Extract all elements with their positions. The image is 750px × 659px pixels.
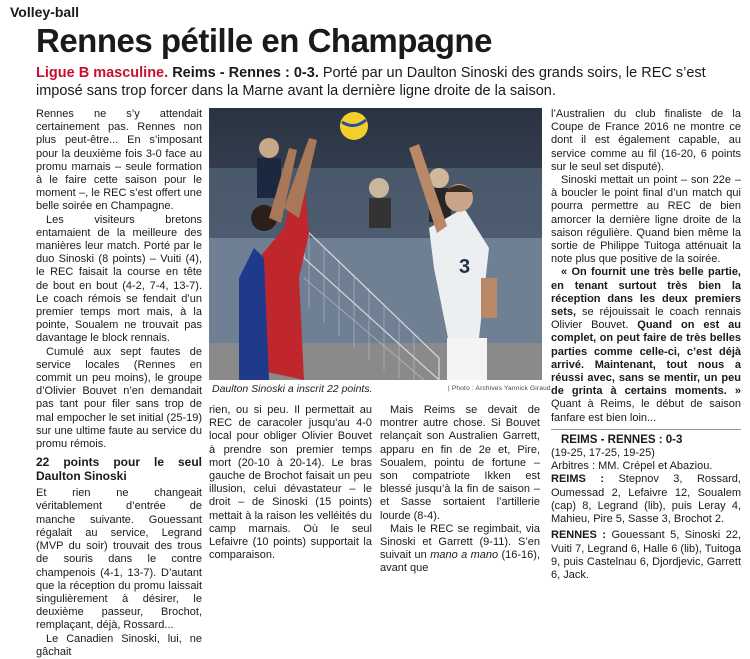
paragraph: Rennes ne s’y attendait certainement pas. Rennes non plus peut-être... En s’imposant pour la deuxième fois 3-0 face au promu marnais – seule formation à le faire cette saison pour le moment –, le REC s’est offert une belle soirée en Champagne. bbox=[36, 108, 202, 213]
paragraph: Les visiteurs bretons entamaient de la meilleure des manières leur match. Porté par le duo Sinoski (8 points) – Vuiti (4), le REC faisait la course en tête de bout en bout (4-2, 7-4, 13-7). Le coach rémois se fendait d’un premier temps mort mais, à la pointe, Soualem ne trouvait pas davantage le block rennais. bbox=[36, 213, 202, 345]
paragraph bbox=[380, 523, 540, 576]
lede-text: Porté par un Daulton Sinoski des grands soirs, le REC s’est imposé sans trop forcer dans la Marne avant la dernière ligne droite de la saison. bbox=[36, 65, 706, 99]
article-lede bbox=[36, 64, 746, 100]
volleyball-scene-illustration bbox=[209, 108, 542, 380]
bold-quote: « On fournit une très belle partie, en tenant surtout très bien la réception dans les deux premiers sets, bbox=[551, 266, 741, 319]
team-label: REIMS : bbox=[551, 473, 604, 486]
results-referees: Arbitres : MM. Crépel et Abaziou. bbox=[551, 460, 713, 473]
article-photo bbox=[209, 108, 542, 380]
photo-caption: Daulton Sinoski a inscrit 22 points. bbox=[212, 383, 373, 395]
lineup-text: Gouessant 5, Sinoski 22, Vuiti 7, Legrand 6, Halle 6 (lib), Tuitoga 9, puis Castelnau 6, Djordjevic, Garrett 6, Jack. bbox=[551, 529, 741, 581]
jersey-number: 3 bbox=[459, 256, 471, 278]
team-label: RENNES : bbox=[551, 529, 606, 542]
paragraph: Sinoski mettait un point – son 22e – à boucler le point final d’un match qui pourra permettre au REC de bien amorcer la dernière ligne droite de la saison régulière. Quand bien même la sortie de Philippe Tuitoga atténuait la note plus que positive de la soirée. bbox=[551, 174, 741, 266]
paragraph: Et rien ne changeait véritablement d’entrée de manche suivante. Gouessant régalait au service, Legrand (MVP du soir) trouvait des trous de souris dans le contre champenois (4-1, 13-7). D’autant que la réception du promu laissait singulièrement à désirer, le deuxième passeur, Brochot, remplaçant, déjà, Rossard... bbox=[36, 487, 202, 632]
lineup-text: Stepnov 3, Rossard, Oumessad 2, Lefaivre 12, Soualem (cap) 8, Legrand (lib), puis Leray 4, Mahieu, Pire 5, Sasse 3, Brochot 2. bbox=[551, 473, 741, 526]
column-2 bbox=[209, 404, 372, 562]
paragraph: l’Australien du club finaliste de la Coupe de France 2016 ne montre ce dont il est également capable, au service comme au fil (16-20, 6 points sur le seul set disputé). bbox=[551, 108, 741, 173]
paragraph: Le Canadien Sinoski, lui, ne gâchait bbox=[36, 632, 202, 658]
paragraph: Cumulé aux sept fautes de service locales (Rennes en commit un peu moins), le groupe d’Olivier Bouvet n’en demandait pas tant pour filer sans trop de mal empocher le set initial (25-19) sur une ultime faute au service du promu rémois. bbox=[36, 345, 202, 451]
results-box-title: REIMS - RENNES : 0-3 bbox=[561, 433, 683, 446]
bold-quote: Quand on est au complet, on peut faire de très belles parties comme celle-ci, c’est déjà arrivé. Maintenant, tout nous a réussi avec, sans se mentir, un peu de grinta à certains moments. » bbox=[551, 319, 741, 398]
italic-run: mano a mano bbox=[430, 549, 499, 562]
text-run: (16-16), avant que bbox=[380, 549, 541, 575]
results-sets: (19-25, 17-25, 19-25) bbox=[551, 447, 655, 460]
column-4 bbox=[551, 108, 741, 582]
section-rubric: Volley-ball bbox=[10, 4, 79, 20]
photo-credit: | Photo : Archives Yannick Giraud bbox=[448, 385, 551, 392]
text-run: Quant à Reims, le début de saison fanfare est bien loin... bbox=[551, 398, 741, 424]
column-1 bbox=[36, 108, 202, 659]
subheading: 22 points pour le seul Daulton Sinoski bbox=[36, 455, 202, 484]
text-run: se réjouissait le coach rennais Olivier Bouvet. bbox=[551, 306, 741, 332]
results-reims-lineup bbox=[551, 473, 741, 526]
lede-category: Ligue B masculine. bbox=[36, 65, 169, 81]
quote-paragraph bbox=[551, 266, 741, 424]
text-run: Mais le REC se regimbait, via Sinoski et Garrett (9-11). S’en suivait un bbox=[380, 522, 540, 562]
results-rennes-lineup bbox=[551, 529, 741, 582]
paragraph: Mais Reims se devait de montrer autre chose. Si Bouvet relançait son Australien Garrett, apparu en fin de 2e et, Pire, Soualem, pointu de fortune – son compatriote Ikken est blessé jusqu’à la fin de saison – et Sasse sortaient l’artillerie lourde (8-4). bbox=[380, 404, 540, 522]
paragraph: rien, ou si peu. Il permettait au REC de caracoler jusqu’au 4-0 local pour obliger Olivier Bouvet à prendre son premier temps mort (20-10 à 20-14). Le bras gauche de Brochot faisait un peu illusion, celui dévastateur – le droit – de Sinoski (15 points) mettait à la raison les velléités du camp marnais. Où le seul Lefaivre (10 points) supportait la comparaison. bbox=[209, 404, 372, 562]
column-3 bbox=[380, 404, 540, 576]
article-headline: Rennes pétille en Champagne bbox=[36, 22, 492, 59]
lede-score: Reims - Rennes : 0-3. bbox=[172, 65, 319, 81]
divider bbox=[551, 429, 741, 430]
